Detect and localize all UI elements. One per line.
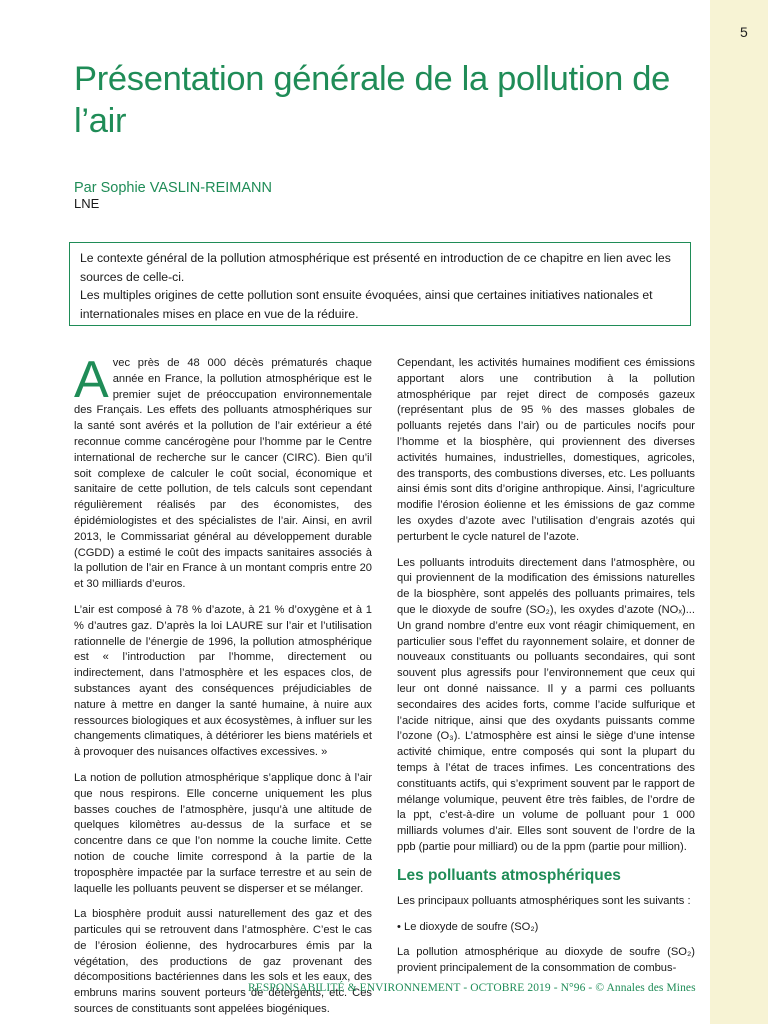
right-paragraph-4: La pollution atmosphérique au dioxyde de soufre (SO₂) provient principalement de la consommation de combus- xyxy=(397,946,695,975)
left-paragraph-2: L’air est composé à 78 % d’azote, à 21 % d’oxygène et à 1 % d’autres gaz. D’après la loi LAURE sur l’air et l’utilisation rationnelle de l’énergie de 1996, la pollution atmosphérique est « l’introduction par l’homme, directement ou indirectement, dans l’atmosphère et les espaces clos, de substances ayant des conséquences préjudiciables de nature à mettre en danger la santé humaine, à nuire aux ressources biologiques et aux écosystèmes, à influer sur les changements climatiques, à détériorer les biens matériels et à provoquer des nuisances olfactives excessives. » xyxy=(74,603,372,759)
abstract-box xyxy=(69,242,691,326)
page-footer: RESPONSABILITÉ & ENVIRONNEMENT - OCTOBRE 2019 - N°96 - © Annales des Mines xyxy=(248,982,696,994)
right-paragraph-1: Cependant, les activités humaines modifient ces émissions apportant alors une contribution à la pollution atmosphérique par rejet direct de composés gazeux (représentant plus de 95 % des masses globales de polluants rejetés dans l’air) ou de particules nocifs pour l’homme et la biosphère, qui proviennent des diverses activités humaines, industrielles, domestiques, agricoles, des transports, des combustions diverses, etc. Les polluants ainsi émis sont dits d’origine anthropique. Ainsi, l’agriculture modifie l’érosion éolienne et les émissions de gaz comme les oxydes d’azote avec l’utilisation d’engrais azotés qui perturbent le cycle naturel de l’azote. xyxy=(397,357,695,543)
abstract-paragraph-1: Le contexte général de la pollution atmosphérique est présenté en introduction de ce chapitre en lien avec les sources de celle-ci. xyxy=(80,251,671,284)
page-title: Présentation générale de la pollution de l’air xyxy=(74,60,671,140)
left-paragraph-3: La notion de pollution atmosphérique s’applique donc à l’air que nous respirons. Elle concerne uniquement les plus basses couches de l’atmosphère, jusqu’à une altitude de quelques kilomètres au-dessus de la surface et se concentre dans ce que l’on nomme la couche limite. Cette notion de couche limite correspond à la partie de la troposphère impactée par la surface terrestre et au sein de laquelle les polluants peuvent se disperser et se mélanger. xyxy=(74,771,372,895)
side-color-band xyxy=(710,0,768,1024)
section-heading: Les polluants atmosphériques xyxy=(397,866,621,884)
author-affiliation: LNE xyxy=(74,196,100,211)
author-name: Par Sophie VASLIN-REIMANN xyxy=(74,180,272,196)
right-paragraph-2: Les polluants introduits directement dans l’atmosphère, ou qui proviennent de la modification des émissions naturelles de la biosphère, sont appelés des polluants primaires, tels que le dioxyde de soufre (SO₂), les oxydes d’azote (NOₓ)... Un grand nombre d’entre eux vont réagir chimiquement, en particulier sous l’effet du rayonnement solaire, et donner de nouveaux constituants ou polluants secondaires, qui sont souvent plus agressifs pour l’environnement que ceux qui leur ont donné naissance. Il y a parmi ces polluants secondaires des acides forts, comme l’acide sulfurique et l’acide nitrique, ainsi que des oxydants puissants comme l’ozone (O₃). L’atmosphère est ainsi le siège d’une intense activité chimique, entre composés qui sont la plupart du temps à l’état de traces infimes. Les concentrations des constituants actifs, qui s’expriment souvent par le rapport de mélange volumique, peuvent être très faibles, de l’ordre de la ppt, c’est-à-dire un volume de polluant pour 1 000 milliards volumes d’air. Elles sont souvent de l’ordre de la ppb (partie pour milliard) ou de la ppm (partie pour million). xyxy=(397,556,695,853)
intro-paragraph-text: vec près de 48 000 décès prématurés chaque année en France, la pollution atmosphérique est le premier sujet de préoccupation environnementale des Français. Les effets des polluants atmosphériques sur la santé sont avérés et la pollution de l’air extérieur a été reconnue comme cancérogène pour l’homme par le Centre international de recherche sur le cancer (CIRC). Bien qu’il soit complexe de calculer le coût social, économique et sanitaire de cette pollution, de tels calculs sont cependant régulièrement réalisés par des économistes, des épidémiologistes et des spécialistes de l’air. Ainsi, en avril 2013, le Commissariat général au développement durable (CGDD) a estimé le coût des impacts sanitaires associés à la pollution de l’air en France à un montant compris entre 20 et 30 milliards d’euros. xyxy=(74,357,372,591)
page-number: 5 xyxy=(740,24,748,40)
right-paragraph-3: Les principaux polluants atmosphériques sont les suivants : xyxy=(397,894,691,907)
drop-cap: A xyxy=(74,351,109,409)
left-column xyxy=(74,351,372,1028)
bullet-item: • Le dioxyde de soufre (SO₂) xyxy=(397,920,539,933)
abstract-paragraph-2: Les multiples origines de cette pollution sont ensuite évoquées, ainsi que certaines initiatives nationales et internationales mises en place en vue de la réduire. xyxy=(80,288,653,321)
right-column xyxy=(397,356,695,987)
left-paragraph-4: La biosphère produit aussi naturellement des gaz et des particules qui se retrouvent dans l’atmosphère. C’est le cas de l’érosion éolienne, des hydrocarbures émis par la végétation, des productions de gaz provenant des décompositions bactériennes dans les sols et les eaux, des embruns marins souvent porteurs de détergents, etc. Ces sources de constituants sont appelées biogéniques. xyxy=(74,908,372,1016)
intro-paragraph xyxy=(74,351,372,593)
